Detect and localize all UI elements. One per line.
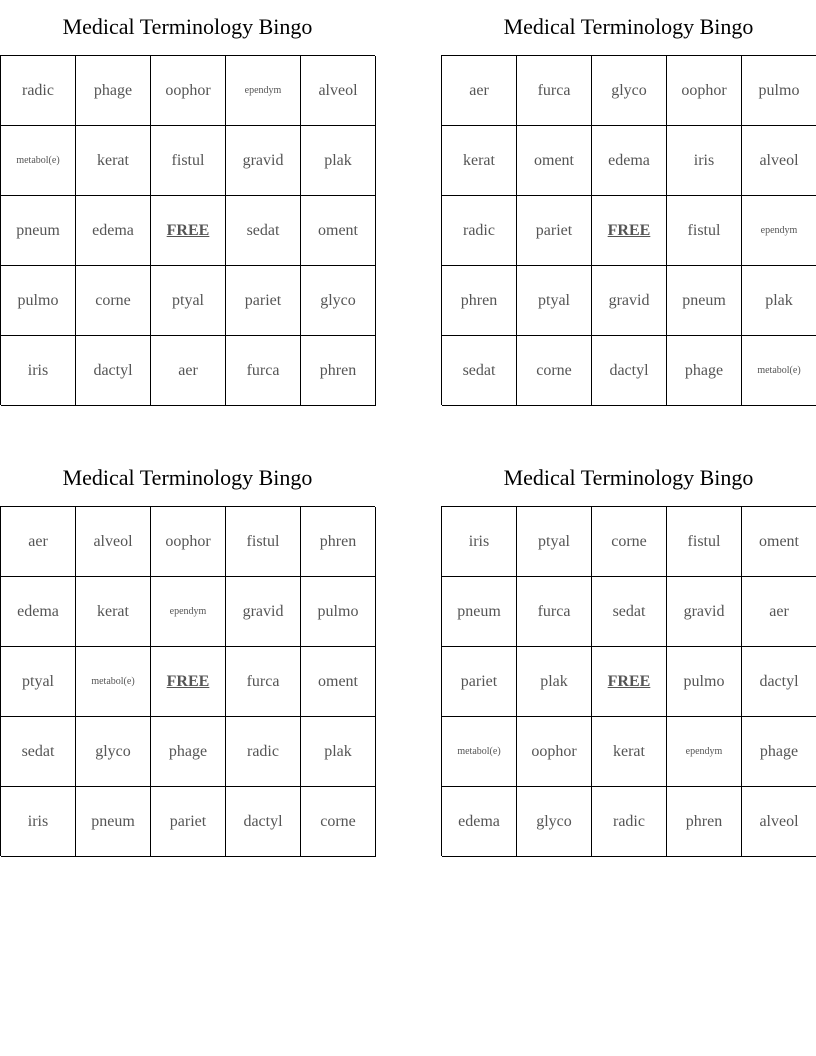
bingo-cell: ependym — [151, 577, 226, 647]
bingo-cell: pariet — [442, 647, 517, 717]
bingo-cell: ptyal — [151, 266, 226, 336]
bingo-cell: iris — [442, 507, 517, 577]
bingo-cell: oment — [517, 126, 592, 196]
bingo-cell: phage — [742, 717, 816, 787]
bingo-cell: dactyl — [76, 336, 151, 406]
bingo-cell: phren — [301, 507, 376, 577]
bingo-cell: plak — [301, 126, 376, 196]
bingo-cell: pneum — [667, 266, 742, 336]
bingo-cell: pulmo — [1, 266, 76, 336]
bingo-cell: sedat — [1, 717, 76, 787]
free-space: FREE — [151, 196, 226, 266]
bingo-cell: oophor — [151, 56, 226, 126]
bingo-cell: aer — [442, 56, 517, 126]
bingo-card — [0, 10, 375, 405]
bingo-cell: aer — [742, 577, 816, 647]
card-title: Medical Terminology Bingo — [503, 465, 754, 490]
bingo-cell: furca — [226, 647, 301, 717]
bingo-cell: alveol — [76, 507, 151, 577]
bingo-cell: edema — [592, 126, 667, 196]
bingo-cell: ependym — [742, 196, 816, 266]
bingo-grid — [0, 55, 375, 405]
bingo-cell: radic — [226, 717, 301, 787]
bingo-cell: kerat — [76, 577, 151, 647]
bingo-cell: corne — [592, 507, 667, 577]
bingo-grid — [441, 506, 816, 856]
bingo-cell: glyco — [301, 266, 376, 336]
bingo-cell: fistul — [151, 126, 226, 196]
bingo-cell: metabol(e) — [1, 126, 76, 196]
card-title: Medical Terminology Bingo — [503, 14, 754, 39]
bingo-cell: phage — [151, 717, 226, 787]
bingo-cell: fistul — [667, 507, 742, 577]
bingo-cell: aer — [151, 336, 226, 406]
bingo-cell: phage — [667, 336, 742, 406]
bingo-cell: kerat — [592, 717, 667, 787]
bingo-cell: glyco — [76, 717, 151, 787]
bingo-cell: fistul — [226, 507, 301, 577]
card-title: Medical Terminology Bingo — [62, 465, 313, 490]
bingo-cell: phren — [667, 787, 742, 857]
bingo-cell: glyco — [592, 56, 667, 126]
bingo-cell: edema — [1, 577, 76, 647]
bingo-cell: glyco — [517, 787, 592, 857]
bingo-cell: alveol — [301, 56, 376, 126]
bingo-cell: aer — [1, 507, 76, 577]
bingo-cell: pneum — [442, 577, 517, 647]
bingo-cell: kerat — [442, 126, 517, 196]
bingo-cell: gravid — [592, 266, 667, 336]
bingo-cell: furca — [226, 336, 301, 406]
bingo-cell: metabol(e) — [442, 717, 517, 787]
bingo-cell: pariet — [226, 266, 301, 336]
bingo-cell: oment — [301, 196, 376, 266]
bingo-cell: pulmo — [742, 56, 816, 126]
bingo-cell: alveol — [742, 126, 816, 196]
bingo-cell: iris — [1, 787, 76, 857]
free-space: FREE — [151, 647, 226, 717]
bingo-card — [0, 461, 375, 856]
bingo-cell: fistul — [667, 196, 742, 266]
bingo-cell: pneum — [76, 787, 151, 857]
bingo-cell: oophor — [151, 507, 226, 577]
bingo-cell: metabol(e) — [742, 336, 816, 406]
bingo-cell: ependym — [226, 56, 301, 126]
bingo-cell: phren — [301, 336, 376, 406]
bingo-cell: gravid — [667, 577, 742, 647]
bingo-cell: radic — [1, 56, 76, 126]
bingo-cell: oophor — [517, 717, 592, 787]
bingo-grid — [0, 506, 375, 856]
bingo-cell: gravid — [226, 126, 301, 196]
bingo-cell: corne — [76, 266, 151, 336]
bingo-cell: corne — [517, 336, 592, 406]
bingo-cell: plak — [517, 647, 592, 717]
free-space: FREE — [592, 647, 667, 717]
bingo-cell: ependym — [667, 717, 742, 787]
bingo-cell: pariet — [151, 787, 226, 857]
bingo-cell: furca — [517, 577, 592, 647]
bingo-cell: sedat — [592, 577, 667, 647]
bingo-cell: pneum — [1, 196, 76, 266]
bingo-card — [441, 461, 816, 856]
bingo-cell: iris — [667, 126, 742, 196]
bingo-cell: ptyal — [517, 507, 592, 577]
bingo-cell: oment — [301, 647, 376, 717]
bingo-cell: dactyl — [226, 787, 301, 857]
bingo-cell: kerat — [76, 126, 151, 196]
bingo-cell: pulmo — [667, 647, 742, 717]
free-space: FREE — [592, 196, 667, 266]
bingo-cell: ptyal — [517, 266, 592, 336]
bingo-cell: radic — [592, 787, 667, 857]
bingo-cell: sedat — [226, 196, 301, 266]
bingo-cell: pariet — [517, 196, 592, 266]
bingo-card — [441, 10, 816, 405]
bingo-cell: alveol — [742, 787, 816, 857]
bingo-cell: pulmo — [301, 577, 376, 647]
bingo-cell: sedat — [442, 336, 517, 406]
bingo-cell: dactyl — [592, 336, 667, 406]
bingo-cell: corne — [301, 787, 376, 857]
bingo-cell: dactyl — [742, 647, 816, 717]
bingo-cell: oment — [742, 507, 816, 577]
bingo-cell: plak — [742, 266, 816, 336]
bingo-cell: gravid — [226, 577, 301, 647]
bingo-cell: iris — [1, 336, 76, 406]
bingo-cell: edema — [76, 196, 151, 266]
bingo-cell: ptyal — [1, 647, 76, 717]
bingo-cell: radic — [442, 196, 517, 266]
bingo-grid — [441, 55, 816, 405]
card-title: Medical Terminology Bingo — [62, 14, 313, 39]
bingo-cell: phage — [76, 56, 151, 126]
bingo-cell: phren — [442, 266, 517, 336]
bingo-cell: metabol(e) — [76, 647, 151, 717]
bingo-cell: oophor — [667, 56, 742, 126]
bingo-cell: furca — [517, 56, 592, 126]
bingo-cell: plak — [301, 717, 376, 787]
bingo-cell: edema — [442, 787, 517, 857]
